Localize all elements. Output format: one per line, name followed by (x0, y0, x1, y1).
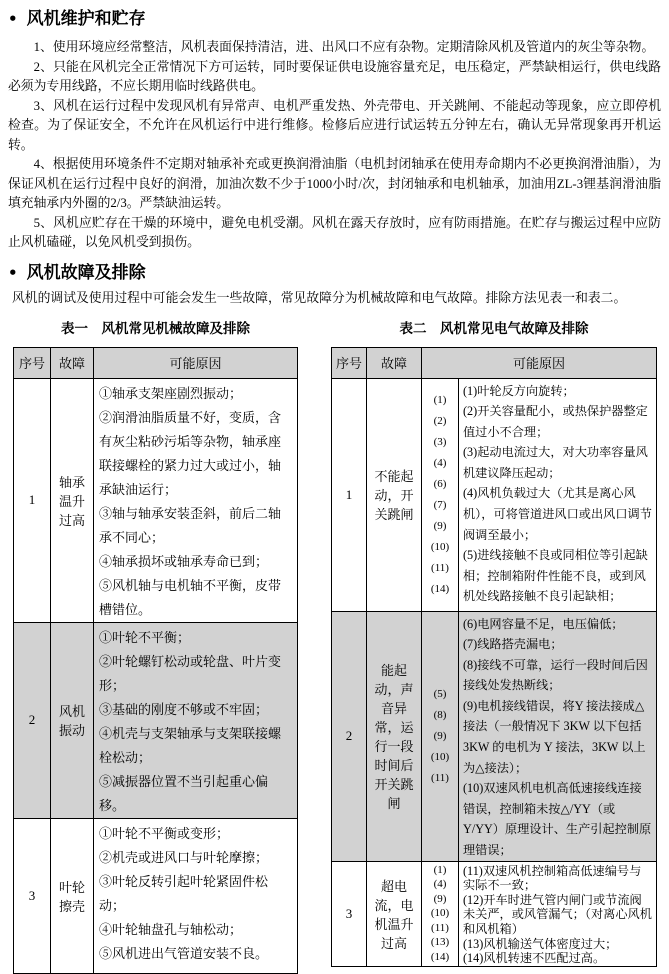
table-header-row (332, 347, 657, 378)
cause-item: (13)风机输送气体密度过大； (463, 936, 618, 951)
faults-section-heading (8, 262, 661, 284)
faults-intro-text: 风机的调试及使用过程中可能会发生一些故障，常见故障分为机械故障和电气故障。排除方法见表一和表二。 (12, 290, 627, 305)
cause-ref: (3) (433, 435, 447, 448)
cause-ref: (6) (433, 477, 447, 490)
table-header-row (14, 347, 298, 378)
cause-ref: (4) (433, 878, 447, 891)
cause-ref: (10) (430, 540, 450, 553)
cause-item: (2)开关容量配小，或热保护器整定值过小不合理； (463, 404, 648, 439)
cause-ref: (9) (433, 519, 447, 532)
cause-item: (10)双速风机电机高低速接线连接错误，控制箱未按△/YY（或 Y/YY）原理设计、生产引起控制原理错误； (463, 781, 652, 858)
fault-tables-container (8, 317, 661, 974)
maintenance-paragraph: 1、使用环境应经常整洁，风机表面保持清洁，进、出风口不应有杂物。定期清除风机及管道内的灰尘等杂物。 (33, 40, 655, 54)
maintenance-paragraph: 3、风机在运行过程中发现风机有异常声、电机严重发热、外壳带电、开关跳闸、不能起动等现象，应立即停机检查。为了保证安全，不允许在风机运行中进行维修。检修后应进行试运转五分钟左右，确认无异常现象再开机运转。 (8, 98, 661, 152)
cause-item: ④轴承损坏或轴承寿命已到； (99, 553, 269, 569)
mechanical-fault-table-block (13, 317, 298, 974)
row-number-cell: 3 (14, 818, 51, 973)
cause-ref: (4) (433, 456, 447, 469)
row-number-cell: 1 (14, 378, 51, 622)
table-row (332, 861, 657, 966)
cause-ref: (11) (431, 921, 449, 934)
maintenance-paragraph: 2、只能在风机完全正常情况下方可运转，同时要保证供电设施容量充足，电压稳定，严禁缺相运行，供电线路必须为专用线路，不应长期用临时线路供电。 (8, 59, 661, 93)
maintenance-paragraph: 5、风机应贮存在干燥的环境中，避免电机受潮。风机在露天存放时，应有防雨措施。在贮存与搬运过程中应防止风机磕碰，以免风机受到损伤。 (8, 215, 661, 249)
fault-name-cell: 轴承温升过高 (51, 378, 94, 622)
cause-item: (1)叶轮反方向旋转； (463, 383, 575, 398)
cause-item: ③基础的刚度不够或不牢固； (99, 701, 269, 717)
cause-item: ①轴承支架座剧烈振动； (99, 385, 243, 401)
cause-ref-list-cell (422, 861, 459, 966)
table-row (14, 378, 298, 622)
cause-ref: (11) (431, 771, 449, 784)
causes-cell (94, 818, 298, 973)
faults-section-title: 风机故障及排除 (26, 262, 146, 283)
row-number-cell: 2 (332, 611, 367, 861)
row-number-cell: 1 (332, 378, 367, 611)
cause-item: ②机壳或进风口与叶轮摩擦； (99, 849, 269, 865)
cause-item: ③轴与轴承安装歪斜，前后二轴承不同心； (99, 505, 282, 545)
cause-ref: (1) (433, 393, 447, 406)
causes-cell (94, 378, 298, 622)
header-fault: 故障 (367, 347, 422, 378)
cause-item: (7)线路搭壳漏电； (463, 637, 563, 652)
header-cause: 可能原因 (94, 347, 298, 378)
table-row (332, 611, 657, 861)
header-no: 序号 (332, 347, 367, 378)
cause-ref-list-cell (422, 611, 459, 861)
table-row (14, 622, 298, 818)
causes-cell (94, 622, 298, 818)
bullet-icon: • (8, 263, 18, 282)
cause-ref: (7) (433, 498, 447, 511)
cause-item: ②叶轮螺钉松动或轮盘、叶片变形； (99, 653, 282, 693)
cause-item: ⑤减振器位置不当引起重心偏移。 (99, 773, 269, 813)
maintenance-section-heading (8, 8, 661, 30)
electrical-table-title: 表二 风机常见电气故障及排除 (399, 320, 589, 336)
cause-item: ⑤风机轴与电机轴不平衡，皮带槽错位。 (99, 577, 282, 617)
cause-ref: (14) (430, 950, 450, 963)
maintenance-section-title: 风机维护和贮存 (26, 9, 146, 29)
electrical-fault-table (331, 347, 657, 967)
cause-item: (12)开车时进气管内闸门或节流阀未关严，或风管漏气；（对离心风机和风机箱） (463, 892, 652, 936)
cause-ref: (5) (433, 687, 447, 700)
cause-item: (3)起动电流过大，对大功率容量风机建议降压起动； (463, 445, 648, 480)
cause-ref: (13) (430, 936, 450, 949)
causes-cell (459, 861, 657, 966)
fault-name-cell: 超电流，电机温升过高 (367, 861, 422, 966)
bullet-icon: • (8, 10, 18, 28)
cause-ref: (9) (433, 729, 447, 742)
mechanical-table-title: 表一 风机常见机械故障及排除 (61, 320, 250, 336)
cause-item: ②润滑油脂质量不好，变质，含有灰尘粘砂污垢等杂物，轴承座联接螺栓的紧力过大或过小，轴承缺油运行； (99, 409, 282, 497)
cause-ref: (11) (431, 561, 449, 574)
cause-item: ①叶轮不平衡或变形； (99, 825, 230, 841)
cause-item: (14)风机转速不匹配过高。 (463, 951, 606, 966)
maintenance-paragraph: 4、根据使用环境条件不定期对轴承补充或更换润滑油脂（电机封闭轴承在使用寿命期内不必更换润滑油脂），为保证风机在运行过程中良好的润滑，加油次数不少于1000小时/次，封闭轴承和电机轴承，加油用ZL-3锂基润滑油脂填充轴承内外圈的2/3。严禁缺油运转。 (8, 157, 661, 210)
table-row (332, 378, 657, 611)
cause-item: ③叶轮反转引起叶轮紧固件松动； (99, 873, 269, 913)
cause-ref: (1) (433, 863, 447, 876)
fault-name-cell: 叶轮擦壳 (51, 818, 94, 973)
cause-item: ①叶轮不平衡； (99, 629, 191, 645)
fault-name-cell: 风机振动 (51, 622, 94, 818)
fault-name-cell: 能起动，声音异常，运行一段时间后开关跳闸 (367, 611, 422, 861)
cause-item: ④机壳与支架轴承与支架联接螺栓松动； (99, 725, 282, 765)
cause-item: (6)电网容量不足，电压偏低； (463, 616, 624, 631)
cause-item: ⑤风机进出气管道安装不良。 (99, 945, 269, 961)
cause-ref: (10) (430, 750, 450, 763)
electrical-fault-table-block (331, 317, 657, 974)
header-no: 序号 (14, 347, 51, 378)
causes-cell (459, 611, 657, 861)
cause-ref: (2) (433, 414, 447, 427)
cause-item: (11)双速风机控制箱高低速编号与实际不一致； (463, 863, 642, 893)
cause-ref: (10) (430, 907, 450, 920)
row-number-cell: 3 (332, 861, 367, 966)
cause-ref-list-cell (422, 378, 459, 611)
header-cause: 可能原因 (422, 347, 657, 378)
cause-ref: (9) (433, 892, 447, 905)
cause-item: (5)进线接触不良或同相位等引起缺相；控制箱附件性能不良，或到风机处线路接触不良引起缺相； (463, 548, 648, 604)
cause-ref: (8) (433, 708, 447, 721)
header-fault: 故障 (51, 347, 94, 378)
cause-ref: (14) (430, 582, 450, 595)
cause-item: (4)风机负载过大（尤其是离心风机），可将管道进风口或出风口调节阀调至最小； (463, 486, 652, 542)
cause-item: (9)电机接线错误，将Y 接法接成△接法（一般情况下 3KW 以下包括 3KW 的电机为 Y 接法，3KW 以上为△接法）； (463, 698, 646, 775)
cause-item: ④叶轮轴盘孔与轴松动； (99, 921, 243, 937)
fault-name-cell: 不能起动，开关跳闸 (367, 378, 422, 611)
table-row (14, 818, 298, 973)
mechanical-fault-table (13, 347, 298, 974)
row-number-cell: 2 (14, 622, 51, 818)
cause-item: (8)接线不可靠，运行一段时间后因接线处发热断线； (463, 657, 648, 693)
causes-cell (459, 378, 657, 611)
